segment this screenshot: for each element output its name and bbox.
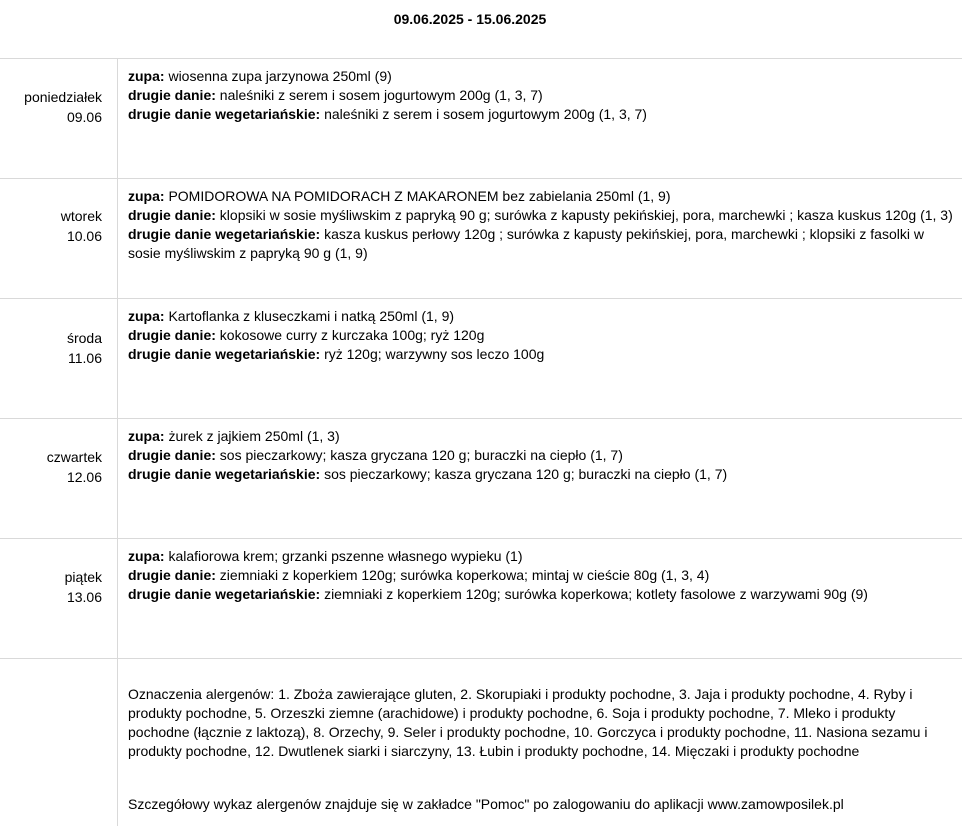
main-course-label: drugie danie: [128, 207, 216, 223]
day-row-thursday [0, 418, 962, 539]
main-course-value: naleśniki z serem i sosem jogurtowym 200g (1, 3, 7) [219, 87, 543, 103]
soup-line [128, 547, 956, 566]
vegetarian-label: drugie danie wegetariańskie: [128, 466, 321, 482]
day-row-monday [0, 58, 962, 179]
day-name: czwartek [46, 449, 102, 465]
soup-line [128, 187, 956, 206]
main-course-line [128, 566, 956, 585]
soup-value: kalafiorowa krem; grzanki pszenne własnego wypieku (1) [168, 548, 523, 564]
allergen-info-footer: Szczegółowy wykaz alergenów znajduje się w zakładce "Pomoc" po zalogowaniu do aplikacji www.zamowposilek.pl [128, 796, 844, 812]
vegetarian-line [128, 225, 956, 263]
vegetarian-line [128, 465, 956, 484]
day-name: środa [66, 330, 102, 346]
soup-value: wiosenna zupa jarzynowa 250ml (9) [168, 68, 392, 84]
soup-line [128, 67, 956, 86]
main-course-value: kokosowe curry z kurczaka 100g; ryż 120g [219, 327, 485, 343]
day-label [0, 328, 102, 368]
date-range-title: 09.06.2025 - 15.06.2025 [393, 11, 547, 27]
main-course-line [128, 86, 956, 105]
vegetarian-line [128, 585, 956, 604]
meal-block [128, 547, 956, 604]
vegetarian-value: kasza kuskus perłowy 120g ; surówka z kapusty pekińskiej, pora, marchewki ; klopsiki z fasolki w sosie myśliwskim z papryką 90 g (1, 9) [128, 226, 924, 261]
soup-label: zupa: [128, 308, 165, 324]
soup-value: POMIDOROWA NA POMIDORACH Z MAKARONEM bez zabielania 250ml (1, 9) [168, 188, 671, 204]
day-date: 12.06 [66, 469, 102, 485]
day-date: 10.06 [66, 228, 102, 244]
day-date: 11.06 [68, 350, 102, 366]
vegetarian-label: drugie danie wegetariańskie: [128, 106, 321, 122]
soup-label: zupa: [128, 68, 165, 84]
vegetarian-value: naleśniki z serem i sosem jogurtowym 200g (1, 3, 7) [324, 106, 647, 122]
main-course-line [128, 326, 956, 345]
soup-label: zupa: [128, 188, 165, 204]
allergen-legend: Oznaczenia alergenów: 1. Zboża zawierające gluten, 2. Skorupiaki i produkty pochodne, 3. Jaja i produkty pochodne, 4. Ryby i produkty pochodne, 5. Orzeszki ziemne (arachidowe) i produkty pochodne, 6. Soja i produkty pochodne, 7. Mleko i produkty pochodne (łącznie z laktozą), 8. Orzechy, 9. Seler i produkty pochodne, 10. Gorczyca i produkty pochodne, 11. Nasiona sezamu i produkty pochodne, 12. Dwutlenek siarki i siarczyny, 13. Łubin i produkty pochodne, 14. Mięczaki i produkty pochodne [128, 686, 928, 759]
day-label [0, 447, 102, 487]
main-course-label: drugie danie: [128, 327, 216, 343]
meal-block [128, 187, 956, 263]
main-course-line [128, 206, 956, 225]
soup-label: zupa: [128, 548, 165, 564]
day-name: wtorek [60, 208, 102, 224]
day-row-friday [0, 538, 962, 659]
vegetarian-value: sos pieczarkowy; kasza gryczana 120 g; buraczki na ciepło (1, 7) [324, 466, 728, 482]
meal-block [128, 67, 956, 124]
meal-block [128, 307, 956, 364]
soup-line [128, 427, 956, 446]
vegetarian-value: ziemniaki z koperkiem 120g; surówka koperkowa; kotlety fasolowe z warzywami 90g (9) [324, 586, 868, 602]
vegetarian-line [128, 345, 956, 364]
meal-block [128, 427, 956, 484]
soup-label: zupa: [128, 428, 165, 444]
day-label [0, 206, 102, 246]
soup-value: Kartoflanka z kluseczkami i natką 250ml (1, 9) [168, 308, 455, 324]
day-date: 09.06 [66, 109, 102, 125]
vegetarian-value: ryż 120g; warzywny sos leczo 100g [324, 346, 545, 362]
main-course-label: drugie danie: [128, 447, 216, 463]
soup-line [128, 307, 956, 326]
main-course-value: klopsiki w sosie myśliwskim z papryką 90 g; surówka z kapusty pekińskiej, pora, marchewki ; kasza kuskus 120g (1, 3) [219, 207, 953, 223]
main-course-value: ziemniaki z koperkiem 120g; surówka koperkowa; mintaj w cieście 80g (1, 3, 4) [219, 567, 710, 583]
vegetarian-line [128, 105, 956, 124]
day-name: piątek [64, 569, 102, 585]
vegetarian-label: drugie danie wegetariańskie: [128, 586, 321, 602]
main-course-line [128, 446, 956, 465]
vegetarian-label: drugie danie wegetariańskie: [128, 346, 321, 362]
day-row-tuesday [0, 178, 962, 299]
main-course-label: drugie danie: [128, 567, 216, 583]
day-label [0, 567, 102, 607]
vegetarian-label: drugie danie wegetariańskie: [128, 226, 321, 242]
day-label [0, 87, 102, 127]
main-course-value: sos pieczarkowy; kasza gryczana 120 g; buraczki na ciepło (1, 7) [219, 447, 623, 463]
day-row-wednesday [0, 298, 962, 419]
soup-value: żurek z jajkiem 250ml (1, 3) [168, 428, 340, 444]
main-course-label: drugie danie: [128, 87, 216, 103]
day-date: 13.06 [66, 589, 102, 605]
day-name: poniedziałek [24, 89, 102, 105]
